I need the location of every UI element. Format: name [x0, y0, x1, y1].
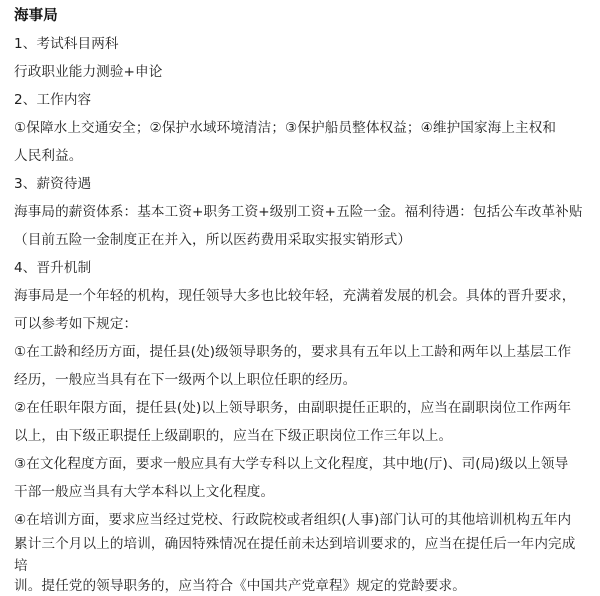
paragraph-line: 人民利益。 [14, 148, 83, 164]
article-title: 海事局 [14, 8, 58, 24]
paragraph-line: ①在工龄和经历方面，提任县(处)级领导职务的，要求具有五年以上工龄和两年以上基层工作 [14, 344, 572, 360]
paragraph-line: 可以参考如下规定： [14, 316, 138, 332]
paragraph-line: （目前五险一金制度正在并入，所以医药费用采取实报实销形式） [14, 232, 412, 248]
paragraph-line: ③在文化程度方面，要求一般应具有大学专科以上文化程度，其中地(厅)、司(局)级以上领导 [14, 456, 569, 472]
paragraph-line: ②在任职年限方面，提任县(处)以上领导职务，由副职提任正职的，应当在副职岗位工作两年 [14, 400, 572, 416]
paragraph-line: 培 [14, 558, 28, 574]
paragraph-line: ①保障水上交通安全；②保护水域环境清洁；③保护船员整体权益；④维护国家海上主权和 [14, 120, 557, 136]
paragraph-line: 经历，一般应当具有在下一级两个以上职位任职的经历。 [14, 372, 357, 388]
paragraph-line: 干部一般应当具有大学本科以上文化程度。 [14, 484, 275, 500]
section-heading-salary: 3、薪资待遇 [14, 176, 92, 192]
paragraph-line: ④在培训方面，要求应当经过党校、行政院校或者组织(人事)部门认可的其他培训机构五年内 [14, 512, 572, 528]
paragraph-line: 训。提任党的领导职务的，应当符合《中国共产党章程》规定的党龄要求。 [14, 578, 466, 594]
section-heading-work: 2、工作内容 [14, 92, 92, 108]
paragraph-line: 行政职业能力测验+申论 [14, 64, 163, 80]
section-heading-promotion: 4、晋升机制 [14, 260, 92, 276]
paragraph-line: 累计三个月以上的培训，确因特殊情况在提任前未达到培训要求的，应当在提任后一年内完成 [14, 536, 576, 552]
paragraph-line: 以上，由下级正职提任上级副职的，应当在下级正职岗位工作三年以上。 [14, 428, 453, 444]
section-heading-exam: 1、考试科目两科 [14, 36, 119, 52]
paragraph-line: 海事局是一个年轻的机构，现任领导大多也比较年轻，充满着发展的机会。具体的晋升要求， [14, 288, 576, 304]
paragraph-line: 海事局的薪资体系：基本工资+职务工资+级别工资+五险一金。福利待遇：包括公车改革补贴 [14, 204, 583, 220]
